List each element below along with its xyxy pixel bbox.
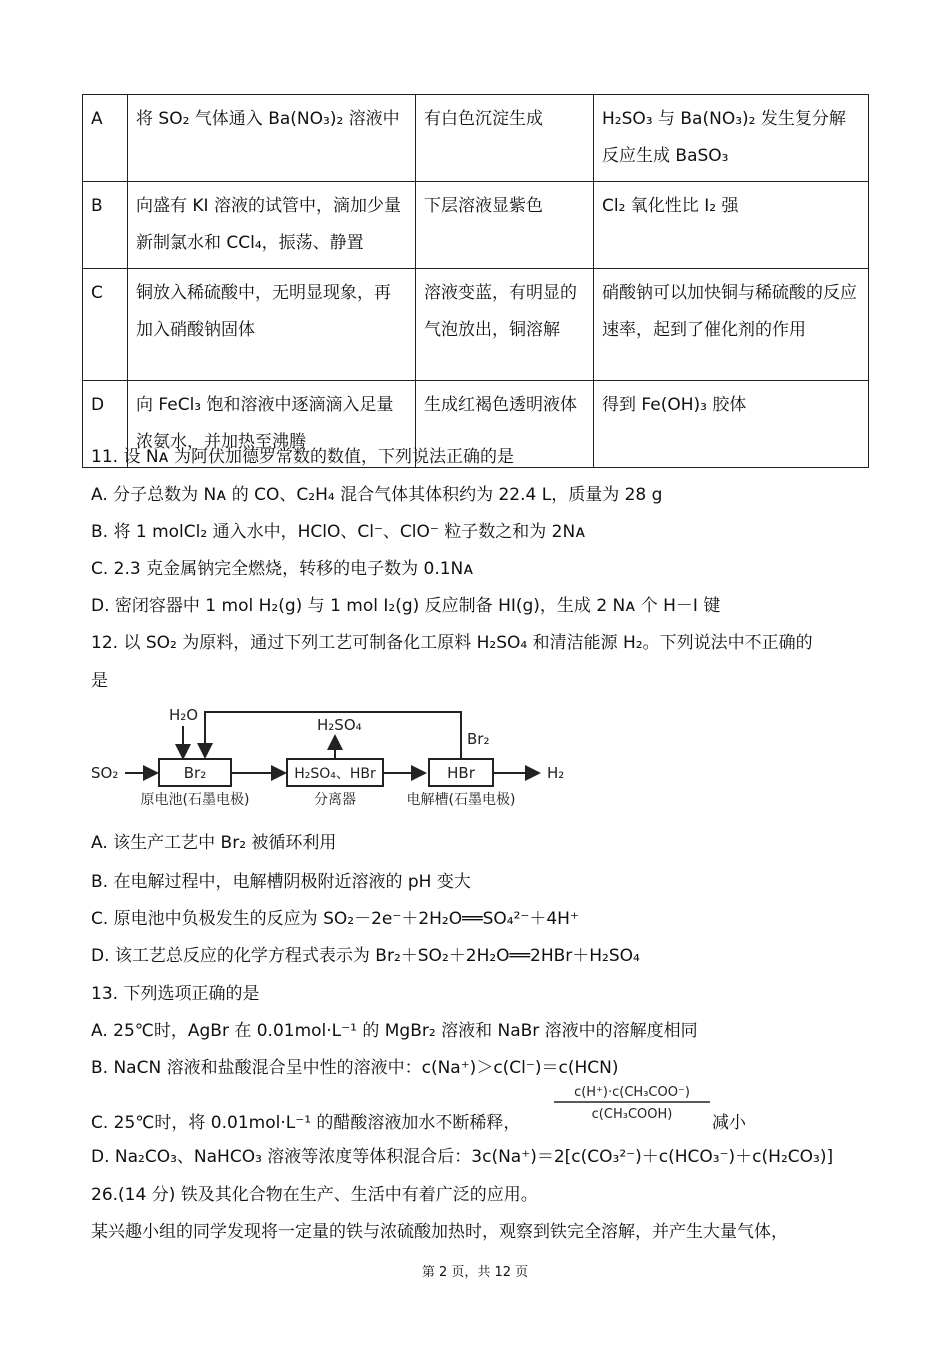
fraction-denominator: c(CH₃COOH)	[591, 1107, 673, 1122]
fraction-numerator: c(H⁺)·c(CH₃COO⁻)	[574, 1085, 690, 1100]
q11-option-b: B. 将 1 molCl₂ 通入水中，HClO、Cl⁻、ClO⁻ 粒子数之和为 2Nᴀ	[91, 522, 586, 542]
table-row	[83, 95, 869, 182]
row-operation: 将 SO₂ 气体通入 Ba(NO₃)₂ 溶液中	[128, 95, 416, 182]
separator-text: H₂SO₄、HBr	[294, 766, 376, 782]
options-table	[82, 94, 869, 468]
row-phenomenon: 生成红褐色透明液体	[416, 381, 594, 468]
table-row	[83, 269, 869, 381]
row-operation: 向 FeCl₃ 饱和溶液中逐滴滴入足量浓氨水，并加热至沸腾	[128, 381, 416, 468]
q12-option-b: B. 在电解过程中，电解槽阴极附近溶液的 pH 变大	[91, 872, 471, 892]
primary-cell-caption: 原电池(石墨电极)	[140, 792, 250, 808]
q12-stem: 12. 以 SO₂ 为原料，通过下列工艺可制备化工原料 H₂SO₄ 和清洁能源 H₂。下列说法中不正确的	[91, 633, 813, 653]
table-row	[83, 182, 869, 269]
primary-cell-text: Br₂	[183, 764, 207, 782]
electrolysis-text: HBr	[447, 764, 475, 782]
row-label: D	[83, 381, 128, 468]
q13-option-b: B. NaCN 溶液和盐酸混合呈中性的溶液中：c(Na⁺)＞c(Cl⁻)＝c(HCN)	[91, 1058, 619, 1078]
h2o-label: H₂O	[169, 706, 199, 724]
concentration-ratio-fraction	[552, 1080, 712, 1124]
row-phenomenon: 溶液变蓝，有明显的气泡放出，铜溶解	[416, 269, 594, 381]
q26-paragraph: 某兴趣小组的同学发现将一定量的铁与浓硫酸加热时，观察到铁完全溶解，并产生大量气体，	[91, 1222, 788, 1242]
row-label: A	[83, 95, 128, 182]
so2-input-label: SO₂	[91, 764, 119, 782]
q12-stem-cont: 是	[91, 671, 108, 691]
q26-stem: 26.(14 分) 铁及其化合物在生产、生活中有着广泛的应用。	[91, 1185, 538, 1205]
q13-option-c-tail: 减小	[712, 1113, 746, 1133]
h2-output-label: H₂	[547, 764, 565, 782]
row-conclusion: 硝酸钠可以加快铜与稀硫酸的反应速率，起到了催化剂的作用	[594, 269, 869, 381]
h2so4-out-label: H₂SO₄	[317, 716, 362, 734]
q12-option-c: C. 原电池中负极发生的反应为 SO₂－2e⁻＋2H₂O══SO₄²⁻＋4H⁺	[91, 909, 579, 929]
page-footer: 第 2 页，共 12 页	[421, 1265, 529, 1280]
q12-option-a: A. 该生产工艺中 Br₂ 被循环利用	[91, 833, 337, 853]
row-phenomenon: 有白色沉淀生成	[416, 95, 594, 182]
row-phenomenon: 下层溶液显紫色	[416, 182, 594, 269]
electrolysis-caption: 电解槽(石墨电极)	[406, 792, 516, 808]
br2-recycle-label: Br₂	[467, 730, 490, 748]
row-operation: 铜放入稀硫酸中，无明显现象，再加入硝酸钠固体	[128, 269, 416, 381]
separator-caption: 分离器	[314, 792, 356, 808]
q11-option-c: C. 2.3 克金属钠完全燃烧，转移的电子数为 0.1Nᴀ	[91, 559, 474, 579]
q11-option-d: D. 密闭容器中 1 mol H₂(g) 与 1 mol I₂(g) 反应制备 HI(g)，生成 2 Nᴀ 个 H－I 键	[91, 596, 721, 616]
row-conclusion: Cl₂ 氧化性比 I₂ 强	[594, 182, 869, 269]
q13-option-a: A. 25℃时，AgBr 在 0.01mol·L⁻¹ 的 MgBr₂ 溶液和 NaBr 溶液中的溶解度相同	[91, 1021, 698, 1041]
row-conclusion: H₂SO₃ 与 Ba(NO₃)₂ 发生复分解反应生成 BaSO₃	[594, 95, 869, 182]
q13-option-d: D. Na₂CO₃、NaHCO₃ 溶液等浓度等体积混合后：3c(Na⁺)＝2[c(CO₃²⁻)＋c(HCO₃⁻)＋c(H₂CO₃)]	[91, 1147, 834, 1167]
row-conclusion: 得到 Fe(OH)₃ 胶体	[594, 381, 869, 468]
row-operation: 向盛有 KI 溶液的试管中，滴加少量新制氯水和 CCl₄，振荡、静置	[128, 182, 416, 269]
q11-stem: 11. 设 Nᴀ 为阿伏加德罗常数的数值，下列说法正确的是	[91, 447, 515, 467]
process-diagram	[91, 700, 591, 812]
row-label: B	[83, 182, 128, 269]
q12-option-d: D. 该工艺总反应的化学方程式表示为 Br₂＋SO₂＋2H₂O══2HBr＋H₂SO₄	[91, 946, 640, 966]
q11-option-a: A. 分子总数为 Nᴀ 的 CO、C₂H₄ 混合气体其体积约为 22.4 L，质量为 28 g	[91, 485, 663, 505]
q13-stem: 13. 下列选项正确的是	[91, 984, 260, 1004]
row-label: C	[83, 269, 128, 381]
q13-option-c: C. 25℃时，将 0.01mol·L⁻¹ 的醋酸溶液加水不断稀释，	[91, 1113, 521, 1133]
